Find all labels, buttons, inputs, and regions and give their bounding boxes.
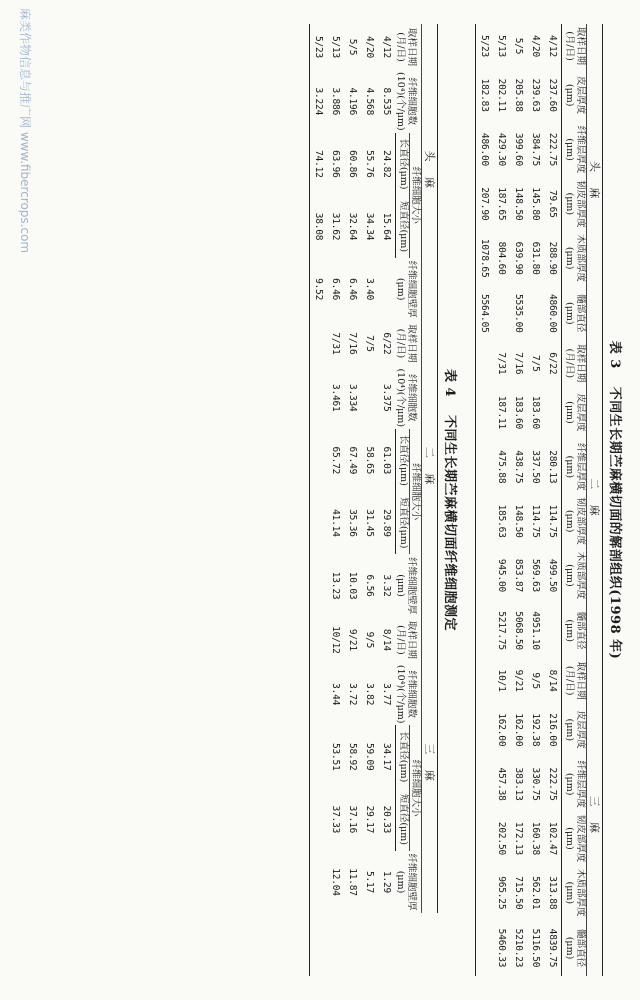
table4-title-text: 不同生长期苎麻横切面纤维细胞测定 bbox=[442, 415, 457, 632]
table4-title bbox=[442, 24, 461, 976]
table-cell: 24.82 bbox=[381, 150, 392, 178]
table-cell bbox=[310, 851, 328, 914]
table3-header: 木质部厚度(μm) bbox=[562, 866, 587, 920]
table-cell: 3.40 bbox=[364, 278, 375, 301]
table-cell: 7/31 bbox=[496, 352, 507, 375]
table-cell: 207.90 bbox=[476, 177, 494, 231]
table-cell: 3.77 bbox=[381, 683, 393, 706]
table-row bbox=[327, 24, 344, 976]
table3-header: 皮层厚度(μm) bbox=[562, 703, 587, 757]
table-cell: 31.62 bbox=[330, 212, 341, 241]
table-cell: 79.65 bbox=[547, 190, 558, 218]
table-cell: 7/16 bbox=[513, 352, 524, 375]
table-cell bbox=[476, 811, 494, 865]
table-cell: 148.50 bbox=[513, 187, 524, 221]
table-cell: 5/13 bbox=[330, 35, 341, 59]
table-cell: 29.89 bbox=[381, 509, 392, 537]
table-cell: 10.03 bbox=[347, 571, 358, 600]
table-cell: 313.88 bbox=[547, 876, 558, 910]
table-cell bbox=[476, 341, 494, 385]
table-cell: 20.33 bbox=[381, 805, 392, 834]
table-cell: 3.461 bbox=[330, 383, 341, 412]
table-cell: 8.535 bbox=[381, 87, 393, 116]
table-cell: 9/5 bbox=[530, 672, 541, 689]
table-cell: 965.25 bbox=[496, 876, 507, 910]
table3-header: 髓部直径(μm) bbox=[562, 920, 587, 976]
table-cell: 10/1 bbox=[496, 669, 507, 692]
table-cell: 205.88 bbox=[513, 78, 524, 112]
table3-header: 韧皮部厚度(μm) bbox=[562, 177, 587, 231]
table-cell: 3.72 bbox=[347, 683, 358, 706]
table-cell: 5460.33 bbox=[496, 928, 507, 968]
table-cell: 187.11 bbox=[496, 395, 507, 430]
table3-header: 取样日期(月/日) bbox=[562, 341, 587, 385]
table-cell: 7/16 bbox=[347, 332, 358, 355]
table-cell bbox=[310, 913, 328, 976]
table-cell: 6.46 bbox=[330, 278, 341, 301]
table-cell: 182.83 bbox=[476, 68, 494, 122]
table-cell: 804.60 bbox=[496, 241, 507, 275]
table4-header: 短直径(μm) bbox=[396, 195, 410, 258]
table4-header: 长直径(μm) bbox=[396, 133, 410, 196]
table-cell bbox=[476, 659, 494, 703]
table-row bbox=[310, 24, 328, 976]
table-cell: 31.45 bbox=[364, 509, 375, 537]
table-cell: 65.72 bbox=[330, 446, 341, 475]
table-cell bbox=[310, 366, 328, 429]
table-cell bbox=[310, 725, 328, 788]
table-cell: 67.49 bbox=[347, 446, 358, 475]
table-cell: 41.14 bbox=[330, 509, 341, 537]
table-cell: 12.04 bbox=[330, 868, 341, 896]
table-cell: 4/20 bbox=[364, 35, 375, 59]
table-cell: 8/14 bbox=[547, 669, 558, 692]
table-cell: 3.44 bbox=[330, 683, 341, 706]
table3-title-text: 不同生长期苎麻横切面的解剖组织(1998 年) bbox=[607, 386, 622, 660]
table-cell: 239.63 bbox=[530, 78, 541, 112]
table-cell: 5217.75 bbox=[496, 611, 507, 650]
table4-header: 纤维细胞大小 bbox=[410, 133, 422, 258]
table-cell bbox=[476, 548, 494, 602]
table-cell bbox=[544, 385, 562, 439]
table-cell: 35.36 bbox=[347, 509, 358, 537]
table4-header: 纤维细胞壁厚(μm) bbox=[395, 557, 418, 615]
table-cell bbox=[527, 285, 544, 341]
table-cell: 7/5 bbox=[364, 335, 375, 352]
table-cell: 222.75 bbox=[547, 767, 558, 801]
table4-header: 纤维细胞数(10⁴)(个/μm) bbox=[395, 368, 418, 428]
table-cell: 5564.05 bbox=[476, 285, 494, 341]
table-cell: 399.60 bbox=[513, 132, 524, 167]
table4-header: 纤维细胞壁厚(μm) bbox=[395, 853, 418, 911]
table3-title bbox=[607, 24, 626, 976]
table-cell: 9/5 bbox=[364, 631, 375, 649]
table-cell: 172.13 bbox=[513, 821, 524, 855]
table-cell: 34.34 bbox=[364, 212, 375, 241]
table-cell: 5068.50 bbox=[513, 611, 524, 650]
table-cell: 222.75 bbox=[547, 132, 558, 167]
table4-header: 纤维细胞数(10⁴)(个/μm) bbox=[395, 72, 418, 131]
table-cell bbox=[310, 429, 328, 492]
table-cell: 853.87 bbox=[513, 558, 524, 593]
table-cell: 59.09 bbox=[364, 742, 375, 771]
table4-group-3: 三 麻 bbox=[422, 617, 438, 913]
table-cell: 5/13 bbox=[496, 34, 507, 58]
table-cell: 6.46 bbox=[347, 278, 358, 301]
table-cell: 187.65 bbox=[496, 187, 507, 221]
table-cell: 631.80 bbox=[530, 241, 541, 275]
table3-body bbox=[476, 24, 562, 976]
table-cell: 3.224 bbox=[310, 70, 328, 133]
table-cell: 37.33 bbox=[330, 805, 341, 834]
table-cell: 58.65 bbox=[364, 446, 375, 475]
table-row bbox=[544, 24, 562, 976]
table-cell: 63.96 bbox=[330, 150, 341, 178]
table-cell: 499.50 bbox=[547, 558, 558, 593]
table3-header: 木质部厚度(μm) bbox=[562, 231, 587, 285]
table-cell: 60.86 bbox=[347, 150, 358, 178]
table-cell: 185.63 bbox=[496, 504, 507, 538]
table-cell bbox=[476, 920, 494, 976]
table-cell: 1078.65 bbox=[476, 231, 494, 285]
table-cell: 5.17 bbox=[364, 870, 375, 894]
table-cell: 183.60 bbox=[513, 395, 524, 430]
table-cell: 288.90 bbox=[547, 241, 558, 275]
table-cell bbox=[544, 603, 562, 659]
table3-header: 韧皮部厚度(μm) bbox=[562, 811, 587, 865]
table-cell: 58.92 bbox=[347, 742, 358, 771]
table-cell: 4.568 bbox=[364, 87, 375, 116]
table-row bbox=[476, 24, 494, 976]
table-cell: 3.886 bbox=[330, 87, 341, 116]
table-cell bbox=[476, 603, 494, 659]
table-cell: 10/12 bbox=[330, 626, 341, 654]
table4-header: 取样日期(月/日) bbox=[395, 27, 418, 66]
table-cell: 6.56 bbox=[364, 574, 375, 597]
table-cell: 53.51 bbox=[330, 742, 341, 771]
table-cell bbox=[310, 554, 328, 617]
table-cell: 13.23 bbox=[330, 571, 341, 600]
table-cell: 148.50 bbox=[513, 504, 524, 538]
table-cell: 15.64 bbox=[381, 212, 392, 241]
table-cell: 114.75 bbox=[530, 504, 541, 538]
table-cell bbox=[378, 258, 396, 321]
table4-header: 纤维细胞大小 bbox=[410, 725, 422, 850]
table4-header: 取样日期(月/日) bbox=[395, 620, 418, 659]
table-cell bbox=[310, 663, 328, 726]
table-cell bbox=[310, 617, 328, 663]
table-cell: 1.29 bbox=[381, 870, 393, 894]
table-cell: 280.13 bbox=[547, 450, 558, 484]
table4-header: 纤维细胞数(10⁴)(个/μm) bbox=[395, 664, 418, 724]
table-cell bbox=[476, 385, 494, 439]
table3-group-1: 头 麻 bbox=[587, 24, 603, 341]
table4-header: 纤维细胞大小 bbox=[410, 429, 422, 554]
table-cell: 6/22 bbox=[381, 332, 393, 355]
table-cell: 569.63 bbox=[530, 558, 541, 593]
table-cell: 9/21 bbox=[513, 669, 524, 692]
table3-header: 髓部直径(μm) bbox=[562, 285, 587, 341]
table-cell: 37.16 bbox=[347, 805, 358, 834]
table-row bbox=[510, 24, 527, 976]
table-cell: 8/14 bbox=[381, 628, 393, 651]
table-cell: 11.87 bbox=[347, 868, 358, 896]
table-cell: 945.00 bbox=[496, 558, 507, 593]
table-cell: 4839.75 bbox=[547, 928, 558, 968]
table-cell: 61.03 bbox=[381, 446, 392, 475]
table-cell: 3.375 bbox=[381, 383, 393, 412]
table-cell: 34.17 bbox=[381, 742, 392, 771]
table-row bbox=[344, 24, 361, 976]
table-cell: 4860.00 bbox=[547, 293, 558, 333]
table-cell: 74.12 bbox=[310, 133, 328, 196]
table3-label: 表 3 bbox=[607, 340, 622, 369]
table-cell: 29.17 bbox=[364, 805, 375, 834]
table-row bbox=[493, 24, 510, 976]
table-cell: 102.47 bbox=[547, 821, 558, 855]
table3-header: 髓部直径(μm) bbox=[562, 603, 587, 659]
table4 bbox=[309, 24, 438, 976]
table-cell: 4.196 bbox=[347, 87, 358, 116]
table-cell bbox=[310, 320, 328, 366]
table-cell: 639.90 bbox=[513, 241, 524, 275]
table3-header: 取样日期(月/日) bbox=[562, 659, 587, 703]
table-cell: 5/23 bbox=[310, 24, 328, 70]
table-cell: 438.75 bbox=[513, 450, 524, 484]
table4-header: 取样日期(月/日) bbox=[395, 324, 418, 363]
table3-header: 韧皮部厚度(μm) bbox=[562, 494, 587, 548]
table-cell: 4/12 bbox=[381, 35, 393, 59]
table-cell: 3.334 bbox=[347, 383, 358, 412]
table3-header: 木质部厚度(μm) bbox=[562, 548, 587, 602]
table-cell bbox=[476, 866, 494, 920]
table4-header: 纤维细胞壁厚(μm) bbox=[395, 260, 418, 318]
table-cell: 5116.50 bbox=[530, 928, 541, 968]
table-cell: 4/12 bbox=[547, 34, 558, 58]
table3-header: 皮层厚度(μm) bbox=[562, 385, 587, 439]
table4-header: 长直径(μm) bbox=[396, 429, 410, 492]
table-cell: 9.52 bbox=[310, 258, 328, 321]
table-cell bbox=[476, 757, 494, 811]
table-cell: 202.11 bbox=[496, 78, 507, 112]
table-cell: 5/23 bbox=[476, 24, 494, 68]
table-cell: 5210.23 bbox=[513, 928, 524, 968]
table-cell: 486.00 bbox=[476, 122, 494, 176]
table3-header: 纤维层厚度(μm) bbox=[562, 440, 587, 494]
table-cell: 183.60 bbox=[530, 395, 541, 430]
table-cell: 3.82 bbox=[364, 683, 375, 706]
table-cell: 145.80 bbox=[530, 187, 541, 221]
table4-label: 表 4 bbox=[442, 368, 457, 398]
table-cell: 7/31 bbox=[330, 332, 341, 355]
table3 bbox=[475, 24, 603, 976]
watermark: 麻类作物信息与推广网 www.fibercrops.com bbox=[18, 8, 32, 254]
table-cell: 330.75 bbox=[530, 767, 541, 801]
table-cell: 4951.10 bbox=[530, 611, 541, 650]
table-cell: 160.38 bbox=[530, 821, 541, 855]
table-cell: 429.30 bbox=[496, 132, 507, 167]
table-cell: 475.88 bbox=[496, 450, 507, 484]
table-cell: 7/5 bbox=[530, 355, 541, 372]
table-cell: 9/21 bbox=[347, 628, 358, 651]
table3-group-3: 三 麻 bbox=[587, 659, 603, 976]
table-cell: 715.50 bbox=[513, 876, 524, 910]
table4-header: 短直径(μm) bbox=[396, 492, 410, 555]
table-cell: 457.38 bbox=[496, 767, 507, 801]
table3-header: 纤维层厚度(μm) bbox=[562, 757, 587, 811]
table4-body bbox=[310, 24, 396, 976]
table4-header: 长直径(μm) bbox=[396, 725, 410, 788]
table-row bbox=[361, 24, 378, 976]
table-cell: 55.76 bbox=[364, 150, 375, 178]
table-cell: 383.13 bbox=[513, 767, 524, 801]
table-cell: 4/20 bbox=[530, 34, 541, 58]
table-row bbox=[378, 24, 396, 976]
table4-group-2: 二 麻 bbox=[422, 320, 438, 616]
table3-header: 纤维层厚度(μm) bbox=[562, 122, 587, 176]
table-cell: 384.75 bbox=[530, 132, 541, 167]
table-cell: 216.00 bbox=[547, 713, 558, 747]
table-row bbox=[527, 24, 544, 976]
table-cell: 38.08 bbox=[310, 195, 328, 258]
table-cell: 337.50 bbox=[530, 450, 541, 484]
table-cell: 114.75 bbox=[547, 504, 558, 538]
table-cell bbox=[476, 703, 494, 757]
table3-header: 取样日期(月/日) bbox=[562, 24, 587, 68]
table-cell: 562.01 bbox=[530, 876, 541, 910]
table3-header: 皮层厚度(μm) bbox=[562, 68, 587, 122]
table-cell: 162.00 bbox=[513, 713, 524, 747]
table4-header: 短直径(μm) bbox=[396, 788, 410, 851]
table-cell bbox=[476, 494, 494, 548]
table-cell: 3.32 bbox=[381, 574, 393, 597]
table-cell: 192.38 bbox=[530, 713, 541, 747]
table-cell: 5535.00 bbox=[513, 293, 524, 333]
table-cell bbox=[310, 788, 328, 851]
table3-group-2: 二 麻 bbox=[587, 341, 603, 658]
table-cell: 162.00 bbox=[496, 713, 507, 747]
table-cell bbox=[476, 440, 494, 494]
table-cell: 202.50 bbox=[496, 821, 507, 855]
table-cell: 6/22 bbox=[547, 352, 558, 375]
table-cell: 5/5 bbox=[347, 38, 358, 56]
table-cell: 5/5 bbox=[513, 37, 524, 55]
table-cell: 32.64 bbox=[347, 212, 358, 241]
table-cell bbox=[361, 366, 378, 429]
table-cell: 237.60 bbox=[547, 78, 558, 112]
table-cell bbox=[310, 492, 328, 555]
table-cell bbox=[493, 285, 510, 341]
table4-group-1: 头 麻 bbox=[422, 24, 438, 320]
